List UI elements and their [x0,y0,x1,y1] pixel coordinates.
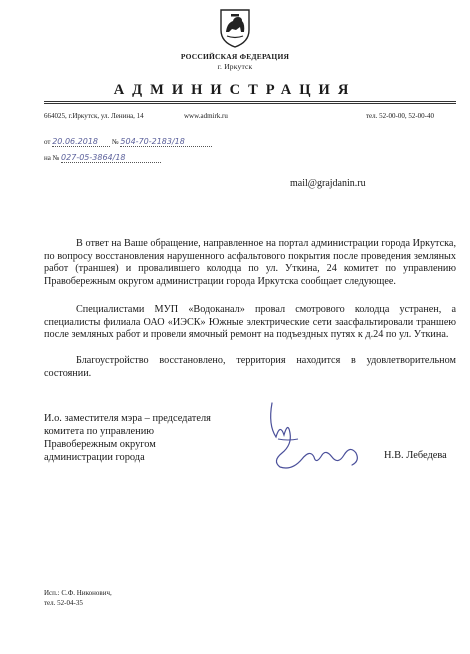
country-name: РОССИЙСКАЯ ФЕДЕРАЦИЯ [180,52,290,61]
handwritten-signature [258,395,368,485]
address: 664025, г.Иркутск, ул. Ленина, 14 [44,112,144,120]
body-paragraph-3: Благоустройство восстановлено, территория находится в удовлетворительном состоянии. [44,355,456,379]
position-line-3: Правобережным округом [44,439,156,450]
outgoing-date: 20.06.2018 [52,137,110,147]
outgoing-number: 504-70-2183/18 [120,137,212,147]
recipient-email: mail@grajdanin.ru [290,178,366,189]
signer-name: Н.В. Лебедева [384,450,447,461]
coat-of-arms-icon [218,8,252,48]
header-rule-bottom [44,103,456,104]
number-prefix: № [111,138,119,146]
page-title: АДМИНИСТРАЦИЯ [113,82,357,98]
position-line-4: администрации города [44,452,145,463]
executor-phone: тел. 52-04-35 [44,599,83,607]
executor-info [44,588,112,608]
incoming-number: 027-05-3864/18 [61,153,161,163]
body-paragraph-1: В ответ на Ваше обращение, направленное на портал администрации города Иркутска, по вопросу восстановления нарушенного асфальтового покрытия после проведения земляных работ (траншея) и провалившего колодца по ул. Уткина, 24 комитет по управлению Правобережным округом администрации города Иркутска сообщает следующее. [44,238,456,287]
signatory-position [44,412,211,464]
website-link[interactable]: www.admirk.ru [184,112,228,120]
body-paragraph-2: Специалистами МУП «Водоканал» провал смотрового колодца устранен, а специалисты филиала ОАО «ИЭСК» Южные электрические сети заасфальтировали траншею после земляных работ и провели ямочный ремонт на подъездных путях к д.24 по ул. Уткина. [44,304,456,341]
incoming-prefix: на № [44,154,60,162]
position-line-2: комитета по управлению [44,426,155,437]
executor-name: Исп.: С.Ф. Никонович, [44,589,112,597]
position-line-1: И.о. заместителя мэра – председателя [44,413,211,424]
city-name: г. Иркутск [217,62,253,71]
from-prefix: от [44,138,51,146]
outgoing-reference [44,137,212,147]
incoming-reference [44,153,161,163]
phones: тел. 52-00-00, 52-00-40 [366,112,434,120]
header-rule-top [44,101,456,102]
